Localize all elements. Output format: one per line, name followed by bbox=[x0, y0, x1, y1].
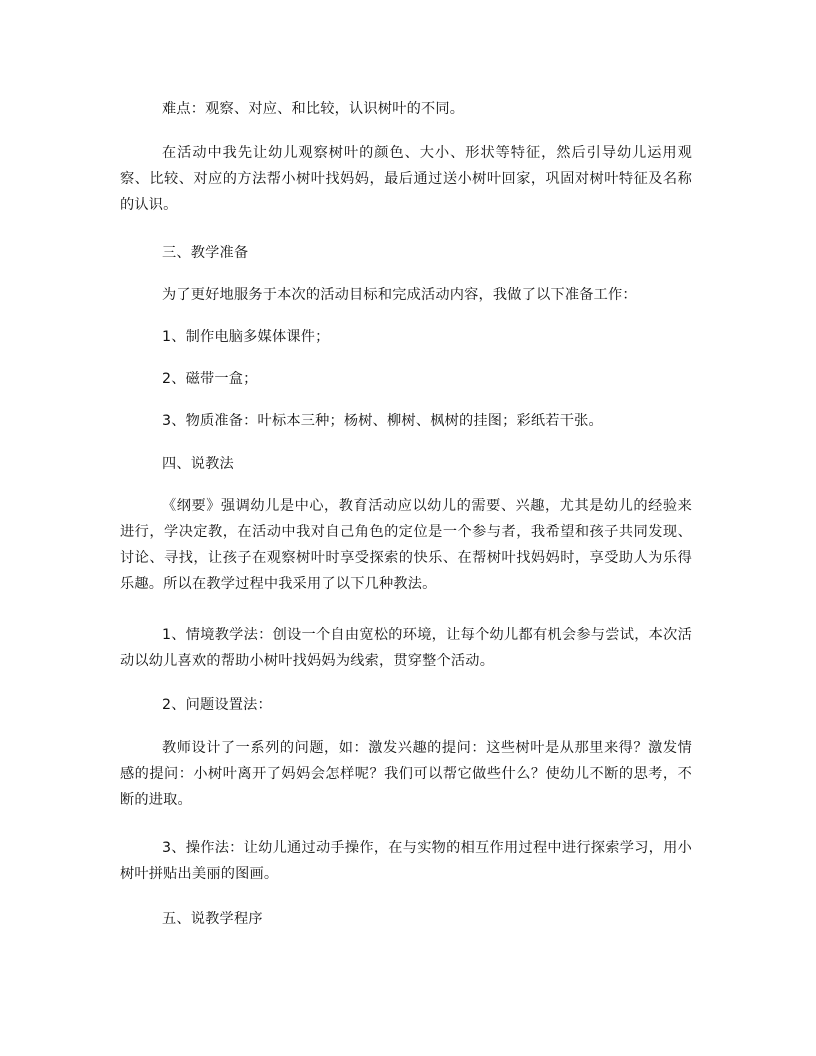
method-item-1: 1、情境教学法：创设一个自由宽松的环境，让每个幼儿都有机会参与尝试，本次活动以幼儿喜欢的帮助小树叶找妈妈为线索，贯穿整个活动。 bbox=[120, 627, 692, 669]
preparation-item-2: 2、磁带一盒； bbox=[162, 371, 258, 387]
guidelines-paragraph: 《纲要》强调幼儿是中心，教育活动应以幼儿的需要、兴趣，尤其是幼儿的经验来进行，学决定教，在活动中我对自己角色的定位是一个参与者，我希望和孩子共同发现、讨论、寻找，让孩子在观察树叶时享受探索的快乐、在帮树叶找妈妈时，享受助人为乐得乐趣。所以在教学过程中我采用了以下几种教法。 bbox=[120, 498, 692, 592]
method-item-3: 3、操作法：让幼儿通过动手操作，在与实物的相互作用过程中进行探索学习，用小树叶拼贴出美丽的图画。 bbox=[120, 840, 692, 882]
section-heading-teaching-methods: 四、说教法 bbox=[162, 456, 234, 472]
section-heading-teaching-preparation: 三、教学准备 bbox=[162, 245, 249, 261]
difficulty-paragraph: 难点：观察、对应、和比较，认识树叶的不同。 bbox=[162, 101, 465, 117]
preparation-item-3: 3、物质准备：叶标本三种；杨树、柳树、枫树的挂图；彩纸若干张。 bbox=[162, 413, 603, 429]
activity-method-paragraph: 在活动中我先让幼儿观察树叶的颜色、大小、形状等特征，然后引导幼儿运用观察、比较、对应的方法帮小树叶找妈妈，最后通过送小树叶回家，巩固对树叶特征及名称的认识。 bbox=[120, 145, 692, 213]
preparation-intro-paragraph: 为了更好地服务于本次的活动目标和完成活动内容，我做了以下准备工作： bbox=[162, 287, 637, 303]
section-heading-teaching-procedure: 五、说教学程序 bbox=[162, 911, 263, 927]
method-item-2: 2、问题设置法： bbox=[162, 697, 272, 713]
preparation-item-1: 1、制作电脑多媒体课件； bbox=[162, 329, 330, 345]
question-design-paragraph: 教师设计了一系列的问题，如：激发兴趣的提问：这些树叶是从那里来得？激发情感的提问：小树叶离开了妈妈会怎样呢？我们可以帮它做些什么？使幼儿不断的思考，不断的进取。 bbox=[120, 740, 692, 808]
